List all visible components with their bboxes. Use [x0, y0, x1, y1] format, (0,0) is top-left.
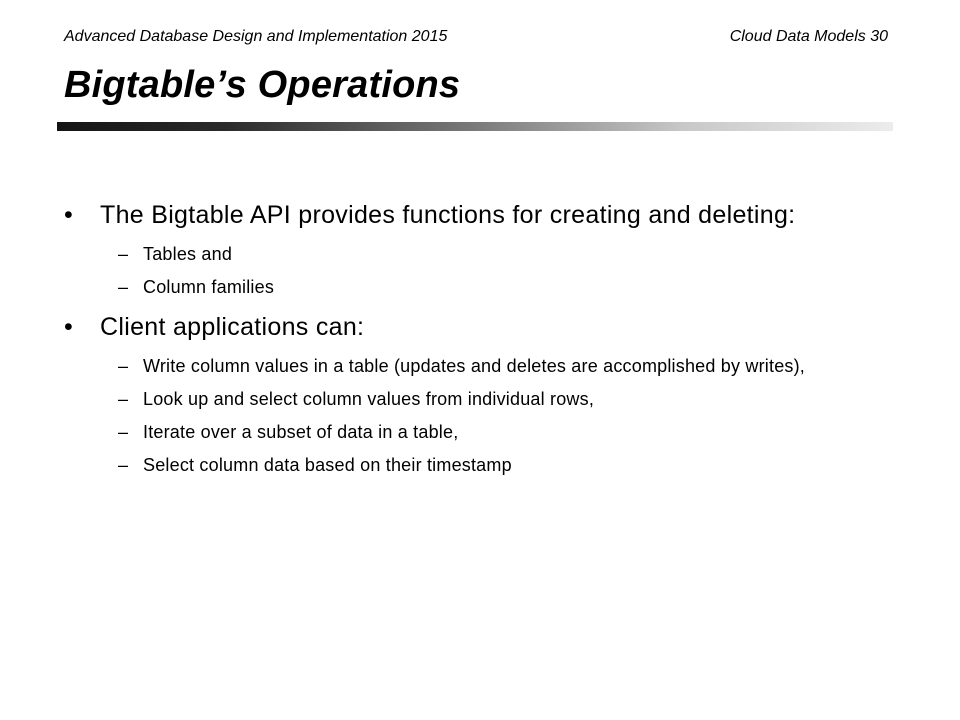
bullet-marker: • — [64, 201, 74, 229]
sub-item-text: Write column values in a table (updates and deletes are accomplished by writes), — [143, 356, 805, 376]
bullet-marker: • — [64, 313, 74, 341]
dash-marker: – — [118, 422, 129, 442]
sub-list — [62, 354, 882, 478]
course-header: Advanced Database Design and Implementation 2015 — [64, 28, 448, 45]
sub-list — [62, 242, 882, 300]
bullet-item — [62, 198, 882, 233]
sub-item — [62, 242, 882, 267]
sub-item-text: Column families — [143, 277, 275, 297]
sub-item-text: Select column data based on their timestamp — [143, 455, 512, 475]
dash-marker: – — [118, 244, 129, 264]
slide-title: Bigtable’s Operations — [64, 64, 461, 106]
sub-item — [62, 275, 882, 300]
slide-section-number: Cloud Data Models 30 — [729, 28, 888, 45]
sub-item-text: Iterate over a subset of data in a table, — [143, 422, 459, 442]
dash-marker: – — [118, 277, 129, 297]
bullet-text: Client applications can: — [100, 313, 365, 341]
sub-item — [62, 387, 882, 412]
sub-item — [62, 354, 882, 379]
dash-marker: – — [118, 389, 129, 409]
sub-item-text: Tables and — [143, 244, 233, 264]
sub-item — [62, 453, 882, 478]
title-underline — [57, 122, 893, 131]
sub-item-text: Look up and select column values from individual rows, — [143, 389, 595, 409]
bullet-item — [62, 310, 882, 345]
dash-marker: – — [118, 356, 129, 376]
dash-marker: – — [118, 455, 129, 475]
bullet-text: The Bigtable API provides functions for creating and deleting: — [100, 201, 796, 229]
sub-item — [62, 420, 882, 445]
slide-body — [62, 198, 882, 488]
